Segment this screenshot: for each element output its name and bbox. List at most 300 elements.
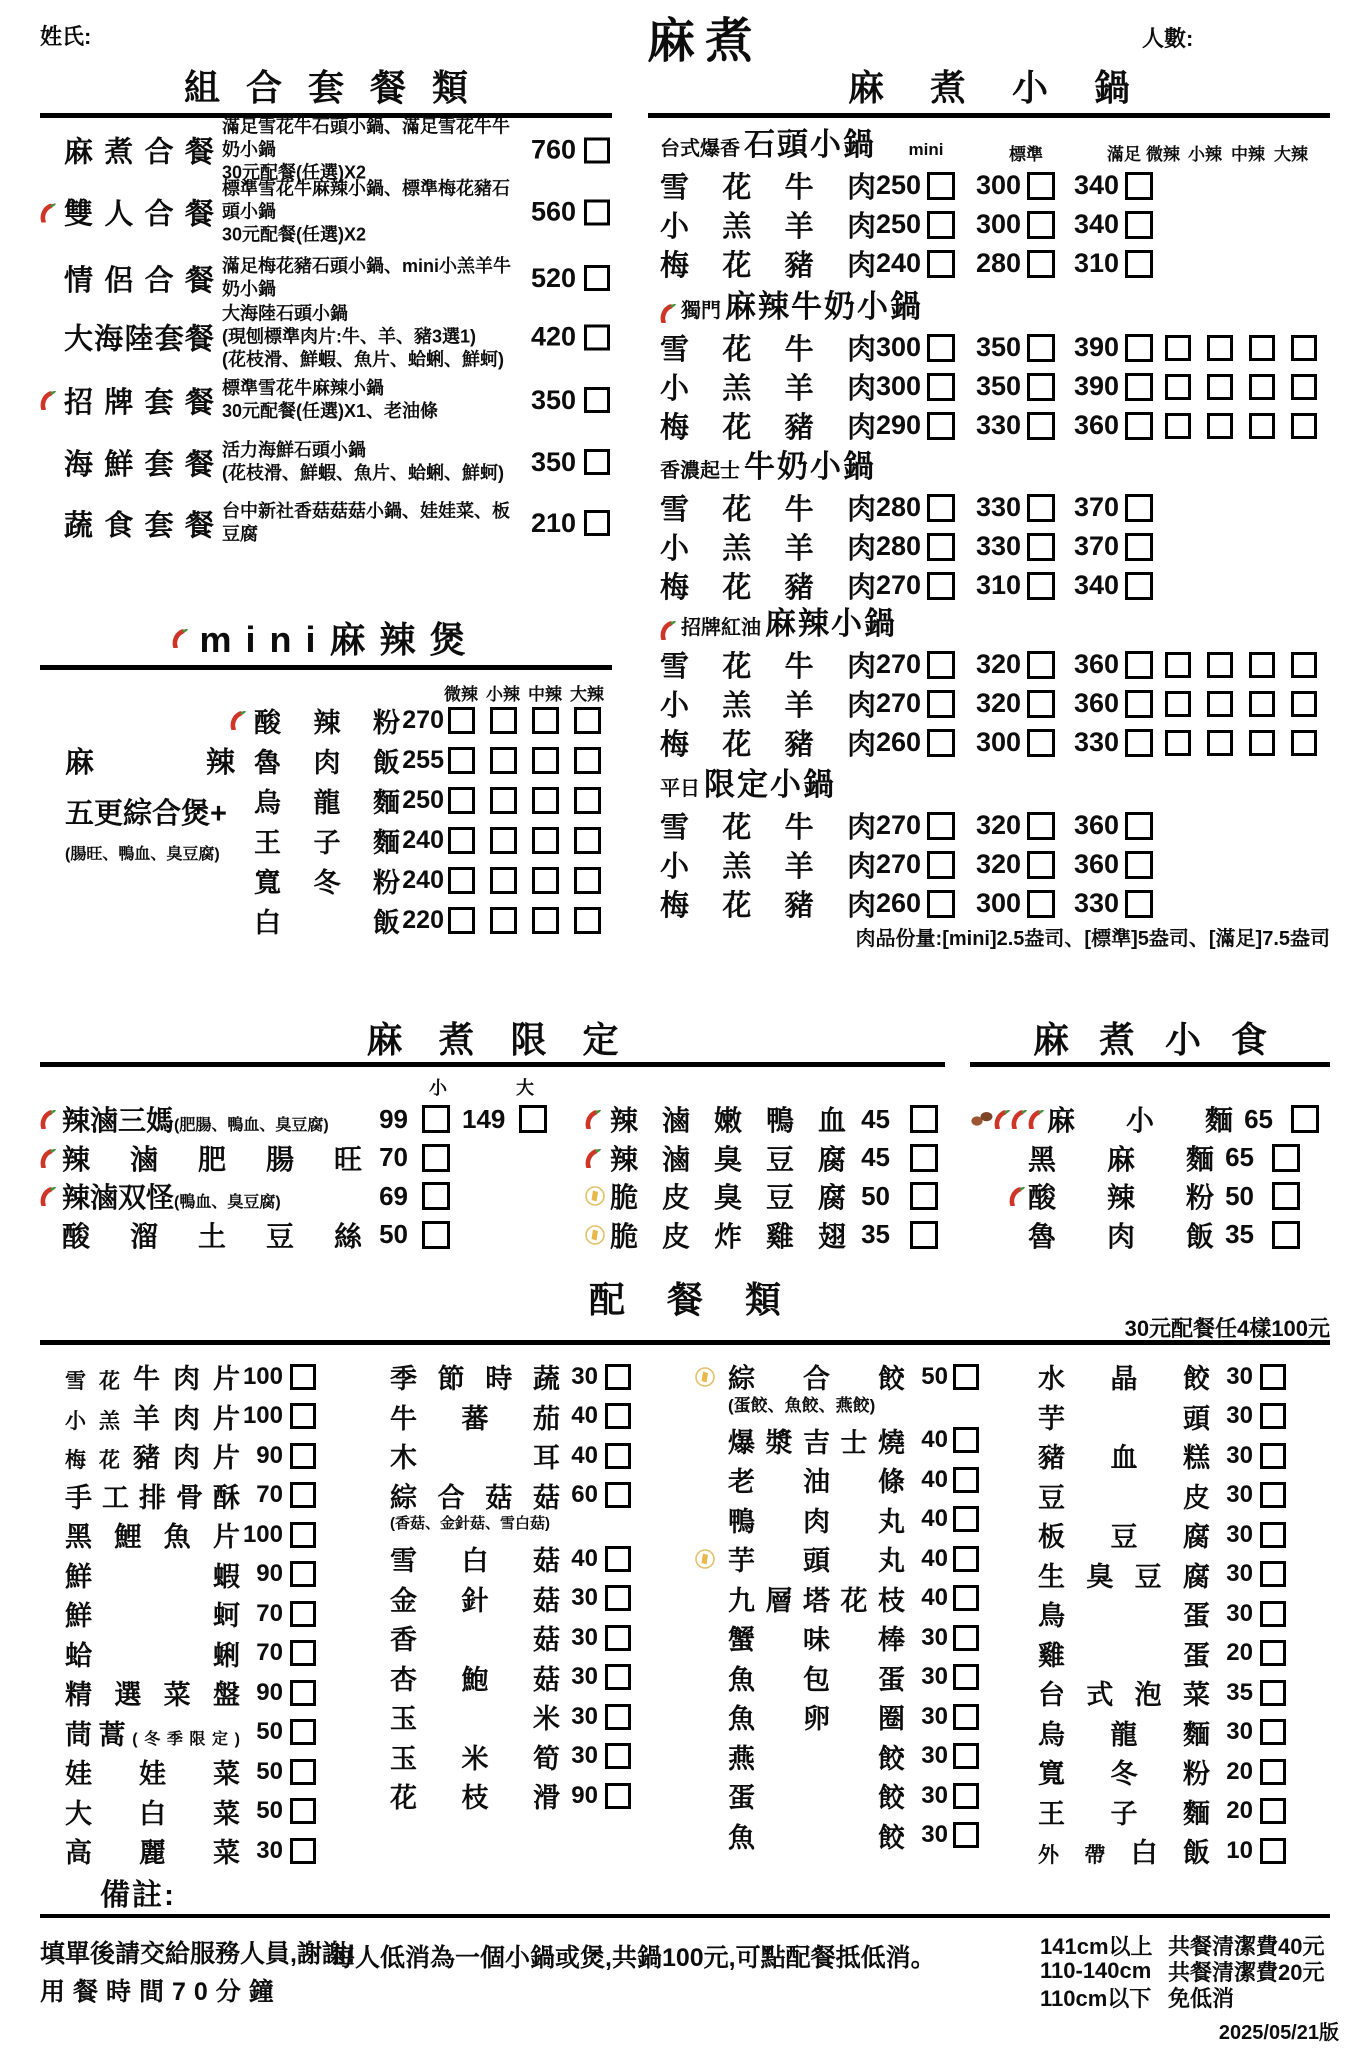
side-checkbox[interactable] [290, 1640, 316, 1666]
hotpot-price-full: 340 [1074, 170, 1120, 200]
hotpot-checkbox-full[interactable] [1125, 494, 1153, 522]
hotpot-checkbox-full[interactable] [1125, 334, 1153, 362]
side-name-segment: 羊肉片 [133, 1403, 240, 1434]
side-name-segment: 水晶餃 [1038, 1364, 1210, 1395]
hotpot-checkbox-mini[interactable] [927, 651, 955, 679]
hotpot-spice-checkbox-1[interactable] [1165, 374, 1191, 400]
side-checkbox[interactable] [1260, 1403, 1286, 1429]
hotpot-checkbox-full[interactable] [1125, 812, 1153, 840]
hotpot-checkbox-mini[interactable] [927, 729, 955, 757]
hotpot-checkbox-standard[interactable] [1027, 494, 1055, 522]
combo-price: 350 [530, 446, 576, 477]
side-item-price: 30 [1226, 1402, 1253, 1430]
hotpot-checkbox-full[interactable] [1125, 729, 1153, 757]
side-item-price: 40 [571, 1402, 598, 1430]
side-item-name [65, 1594, 240, 1633]
hotpot-checkbox-standard[interactable] [1027, 651, 1055, 679]
side-checkbox[interactable] [290, 1759, 316, 1785]
side-checkbox[interactable] [953, 1704, 979, 1730]
mini-pot-label-note: (腸旺、鴨血、臭豆腐) [65, 846, 220, 863]
combo-name: 蔬食套餐 [64, 509, 214, 542]
hotpot-subsection [660, 766, 1330, 923]
hotpot-checkbox-mini[interactable] [927, 533, 955, 561]
side-item-price: 40 [571, 1544, 598, 1572]
hotpot-checkbox-full[interactable] [1125, 533, 1153, 561]
hotpot-checkbox-standard[interactable] [1027, 250, 1055, 278]
hotpot-checkbox-standard[interactable] [1027, 812, 1055, 840]
height-fee-table [1040, 1932, 1340, 2010]
hotpot-checkbox-full[interactable] [1125, 851, 1153, 879]
hotpot-spice-checkbox-2[interactable] [1207, 730, 1233, 756]
hotpot-spice-checkbox-4[interactable] [1291, 730, 1317, 756]
size-header-standard: 標準 [1009, 145, 1043, 164]
mini-pot-label-2: 五更綜合煲+ [65, 798, 227, 830]
combo-checkbox[interactable] [584, 137, 610, 163]
hotpot-spice-checkbox-2[interactable] [1207, 413, 1233, 439]
combo-price: 420 [530, 321, 576, 352]
side-checkbox[interactable] [953, 1506, 979, 1532]
hotpot-checkbox-standard[interactable] [1027, 729, 1055, 757]
limited-checkbox-large[interactable] [519, 1105, 547, 1133]
hotpot-spice-checkbox-2[interactable] [1207, 652, 1233, 678]
side-item-price: 90 [256, 1560, 283, 1588]
hotpot-checkbox-standard[interactable] [1027, 211, 1055, 239]
hotpot-spice-checkbox-1[interactable] [1165, 691, 1191, 717]
hotpot-checkbox-full[interactable] [1125, 172, 1153, 200]
hotpot-checkbox-standard[interactable] [1027, 690, 1055, 718]
chili-icon [172, 628, 189, 648]
hotpot-price-mini: 300 [876, 371, 922, 401]
hotpot-checkbox-standard[interactable] [1027, 373, 1055, 401]
side-checkbox[interactable] [1260, 1759, 1286, 1785]
side-checkbox[interactable] [1260, 1798, 1286, 1824]
limited-section [40, 1012, 945, 1264]
snack-item-price: 65 [1225, 1142, 1254, 1173]
limited-checkbox[interactable] [910, 1144, 938, 1172]
hotpot-spice-checkbox-1[interactable] [1165, 335, 1191, 361]
hotpot-checkbox-full[interactable] [1125, 690, 1153, 718]
snack-item-name: 黑麻麵 [1028, 1143, 1214, 1175]
side-checkbox[interactable] [1260, 1364, 1286, 1390]
mini-spice-checkbox-1[interactable] [448, 707, 475, 734]
side-item-price: 70 [256, 1481, 283, 1509]
hotpot-spice-checkbox-4[interactable] [1291, 652, 1317, 678]
side-checkbox[interactable] [605, 1664, 631, 1690]
divider [40, 1062, 945, 1067]
hotpot-subsection-name: 石頭小鍋 [744, 127, 876, 162]
snack-checkbox[interactable] [1272, 1182, 1300, 1210]
spice-checkbox-group [448, 867, 601, 894]
side-checkbox[interactable] [605, 1625, 631, 1651]
side-checkbox[interactable] [290, 1364, 316, 1390]
mini-spice-checkbox-3[interactable] [532, 867, 559, 894]
hotpot-price-full: 330 [1074, 727, 1120, 757]
side-checkbox[interactable] [605, 1482, 631, 1508]
side-checkbox[interactable] [1260, 1522, 1286, 1548]
side-checkbox[interactable] [1260, 1482, 1286, 1508]
hotpot-item-name: 雪花牛肉 [660, 334, 876, 366]
hotpot-checkbox-mini[interactable] [927, 690, 955, 718]
hotpot-spice-checkbox-2[interactable] [1207, 374, 1233, 400]
hotpot-spice-checkbox-4[interactable] [1291, 691, 1317, 717]
mini-item-name: 白飯 [254, 907, 400, 938]
limited-checkbox[interactable] [910, 1221, 938, 1249]
hotpot-spice-checkbox-3[interactable] [1249, 374, 1275, 400]
side-checkbox[interactable] [953, 1546, 979, 1572]
peanut-and-chilis-icon [970, 1109, 1045, 1129]
side-checkbox[interactable] [605, 1585, 631, 1611]
side-checkbox[interactable] [953, 1625, 979, 1651]
fried-icon [585, 1186, 607, 1206]
side-item [695, 1697, 987, 1737]
side-name-segment: 蛋餃 [728, 1783, 905, 1814]
side-checkbox[interactable] [290, 1601, 316, 1627]
side-checkbox[interactable] [290, 1719, 316, 1745]
side-item-price: 35 [1226, 1678, 1253, 1706]
limited-checkbox[interactable] [910, 1182, 938, 1210]
hotpot-price-standard: 320 [976, 849, 1022, 879]
side-checkbox[interactable] [605, 1704, 631, 1730]
side-item-price: 50 [256, 1718, 283, 1746]
hotpot-spice-checkbox-3[interactable] [1249, 691, 1275, 717]
side-item [695, 1539, 987, 1579]
hotpot-price-full: 310 [1074, 248, 1120, 278]
side-checkbox[interactable] [605, 1743, 631, 1769]
hotpot-checkbox-mini[interactable] [927, 890, 955, 918]
mini-item-name: 酸辣粉 [254, 707, 400, 738]
combo-item [40, 303, 612, 372]
hotpot-checkbox-mini[interactable] [927, 172, 955, 200]
surname-label: 姓氏: [40, 24, 92, 49]
hotpot-price-mini: 280 [876, 492, 922, 522]
mini-spice-checkbox-2[interactable] [490, 787, 517, 814]
side-item-desc: (冬季限定) [132, 1730, 240, 1748]
size-small-label: 小 [429, 1078, 447, 1098]
hotpot-price-mini: 270 [876, 688, 922, 718]
snack-checkbox[interactable] [1272, 1221, 1300, 1249]
side-item-price: 30 [1226, 1481, 1253, 1509]
hotpot-checkbox-full[interactable] [1125, 651, 1153, 679]
hotpot-checkbox-full[interactable] [1125, 572, 1153, 600]
side-checkbox[interactable] [953, 1585, 979, 1611]
hotpot-item-name: 小羔羊肉 [660, 373, 876, 405]
hotpot-checkbox-full[interactable] [1125, 250, 1153, 278]
mini-spice-checkbox-3[interactable] [532, 827, 559, 854]
size-header-mini: mini [908, 140, 944, 159]
mini-spice-checkbox-2[interactable] [490, 747, 517, 774]
spice-checkbox-group [448, 787, 601, 814]
hotpot-price-mini: 270 [876, 849, 922, 879]
side-item-name [390, 1618, 560, 1657]
side-checkbox[interactable] [1260, 1719, 1286, 1745]
mini-spice-checkbox-1[interactable] [448, 867, 475, 894]
hotpot-spice-checkbox-1[interactable] [1165, 730, 1191, 756]
hotpot-spice-checkbox-2[interactable] [1207, 335, 1233, 361]
hotpot-spice-checkbox-3[interactable] [1249, 652, 1275, 678]
chili-icon [40, 1186, 62, 1206]
side-checkbox[interactable] [1260, 1680, 1286, 1706]
combo-description [214, 178, 524, 247]
combo-name: 海鮮套餐 [64, 448, 214, 481]
side-item-price: 20 [1226, 1639, 1253, 1667]
mini-pot-item [40, 780, 612, 820]
hotpot-price-standard: 330 [976, 410, 1022, 440]
combo-checkbox[interactable] [584, 510, 610, 536]
hotpot-price-mini: 260 [876, 888, 922, 918]
side-checkbox[interactable] [290, 1561, 316, 1587]
mini-spice-checkbox-2[interactable] [490, 907, 517, 934]
hotpot-spice-checkbox-2[interactable] [1207, 691, 1233, 717]
side-checkbox[interactable] [1260, 1561, 1286, 1587]
side-item-name [728, 1579, 905, 1618]
side-checkbox[interactable] [953, 1783, 979, 1809]
limited-checkbox-small[interactable] [422, 1182, 450, 1210]
hotpot-item-row [660, 884, 1330, 923]
portion-note: 肉品份量:[mini]2.5盎司、[標準]5盎司、[滿足]7.5盎司 [855, 928, 1330, 950]
hotpot-spice-checkbox-4[interactable] [1291, 374, 1317, 400]
side-item-price: 30 [256, 1836, 283, 1864]
side-checkbox[interactable] [290, 1403, 316, 1429]
side-name-segment: 老油條 [728, 1467, 905, 1498]
mini-spice-checkbox-3[interactable] [532, 787, 559, 814]
hotpot-checkbox-full[interactable] [1125, 211, 1153, 239]
hotpot-checkbox-standard[interactable] [1027, 172, 1055, 200]
side-item-price: 40 [921, 1505, 948, 1533]
mini-spice-checkbox-4[interactable] [574, 827, 601, 854]
combo-checkbox[interactable] [584, 449, 610, 475]
side-name-segment: 牛蕃茄 [390, 1403, 560, 1434]
side-item-name [390, 1539, 560, 1578]
hotpot-checkbox-mini[interactable] [927, 373, 955, 401]
snack-checkbox[interactable] [1291, 1105, 1319, 1133]
side-checkbox[interactable] [953, 1364, 979, 1390]
mini-spice-checkbox-1[interactable] [448, 907, 475, 934]
side-checkbox[interactable] [290, 1482, 316, 1508]
side-item-price: 30 [571, 1362, 598, 1390]
side-checkbox[interactable] [290, 1443, 316, 1469]
hotpot-price-full: 360 [1074, 810, 1120, 840]
side-item-name [390, 1776, 560, 1815]
side-checkbox[interactable] [1260, 1443, 1286, 1469]
combo-checkbox[interactable] [584, 324, 610, 350]
side-item [65, 1792, 350, 1832]
hotpot-checkbox-standard[interactable] [1027, 890, 1055, 918]
side-checkbox[interactable] [953, 1427, 979, 1453]
hotpot-checkbox-full[interactable] [1125, 373, 1153, 401]
hotpot-subsection [660, 126, 1330, 283]
hotpot-item-name: 梅花豬肉 [660, 572, 876, 604]
side-checkbox[interactable] [605, 1403, 631, 1429]
limited-checkbox[interactable] [910, 1105, 938, 1133]
combo-checkbox[interactable] [584, 199, 610, 225]
snack-checkbox[interactable] [1272, 1144, 1300, 1172]
combo-checkbox[interactable] [584, 265, 610, 291]
spice-checkbox-group [448, 747, 601, 774]
side-item-price: 30 [571, 1584, 598, 1612]
fee-amount: 共餐清潔費20元 [1168, 1959, 1325, 1985]
side-item-name [65, 1792, 240, 1831]
combo-description-line: 台中新社香菇菇菇小鍋、娃娃菜、板豆腐 [222, 501, 510, 544]
hotpot-checkbox-standard[interactable] [1027, 334, 1055, 362]
side-checkbox[interactable] [953, 1822, 979, 1848]
side-checkbox[interactable] [605, 1783, 631, 1809]
hotpot-spice-checkbox-1[interactable] [1165, 413, 1191, 439]
limited-item-name: 辣滷嫩鴨血 [610, 1105, 846, 1137]
mini-spice-checkbox-4[interactable] [574, 747, 601, 774]
side-item [695, 1421, 987, 1461]
mini-pot-title [40, 612, 612, 663]
hotpot-subsection-prefix: 招牌紅油 [681, 617, 761, 639]
hotpot-checkbox-mini[interactable] [927, 334, 955, 362]
hotpot-subsection-prefix: 獨門 [681, 300, 721, 322]
snack-item-price: 35 [1225, 1219, 1254, 1250]
side-item-price: 30 [1226, 1441, 1253, 1469]
side-checkbox[interactable] [290, 1522, 316, 1548]
side-item [390, 1618, 650, 1658]
side-name-segment: 雞蛋 [1038, 1640, 1210, 1671]
side-item-price: 30 [571, 1623, 598, 1651]
limited-checkbox-small[interactable] [422, 1105, 450, 1133]
hotpot-checkbox-mini[interactable] [927, 250, 955, 278]
hotpot-checkbox-mini[interactable] [927, 211, 955, 239]
hotpot-spice-checkbox-3[interactable] [1249, 413, 1275, 439]
side-name-segment: 牛肉片 [133, 1364, 240, 1395]
mini-item-name: 寬冬粉 [254, 867, 400, 898]
height-fee-row [1040, 1984, 1340, 2010]
hotpot-spice-checkbox-3[interactable] [1249, 730, 1275, 756]
limited-item-label [62, 1176, 362, 1216]
mini-spice-checkbox-1[interactable] [448, 747, 475, 774]
limited-item-label [62, 1215, 362, 1255]
hotpot-subsection-prefix: 香濃起士 [660, 460, 740, 482]
side-item-price: 30 [571, 1742, 598, 1770]
hotpot-checkbox-mini[interactable] [927, 851, 955, 879]
side-checkbox[interactable] [1260, 1838, 1286, 1864]
hotpot-checkbox-full[interactable] [1125, 890, 1153, 918]
mini-spice-checkbox-1[interactable] [448, 787, 475, 814]
combo-checkbox[interactable] [584, 387, 610, 413]
hotpot-checkbox-standard[interactable] [1027, 412, 1055, 440]
side-item-price: 40 [921, 1465, 948, 1493]
side-item-price: 30 [1226, 1560, 1253, 1588]
side-checkbox[interactable] [605, 1364, 631, 1390]
mini-spice-checkbox-3[interactable] [532, 747, 559, 774]
hotpot-checkbox-mini[interactable] [927, 812, 955, 840]
hotpot-checkbox-standard[interactable] [1027, 533, 1055, 561]
snack-item [970, 1216, 1330, 1255]
mini-spice-checkbox-2[interactable] [490, 867, 517, 894]
hotpot-price-full: 330 [1074, 888, 1120, 918]
combo-item [40, 255, 612, 301]
hotpot-price-mini: 250 [876, 170, 922, 200]
side-checkbox[interactable] [1260, 1601, 1286, 1627]
mini-spice-checkbox-4[interactable] [574, 707, 601, 734]
side-checkbox[interactable] [605, 1546, 631, 1572]
hotpot-checkbox-mini[interactable] [927, 412, 955, 440]
side-name-segment: 豬肉片 [133, 1443, 240, 1474]
limited-item [40, 1216, 570, 1255]
hotpot-price-standard: 300 [976, 170, 1022, 200]
side-item [65, 1831, 350, 1871]
side-item-name [1038, 1673, 1210, 1712]
side-name-segment: 雪白菇 [390, 1546, 560, 1577]
limited-item-price: 50 [861, 1180, 890, 1211]
mini-spice-checkbox-3[interactable] [532, 907, 559, 934]
side-checkbox[interactable] [605, 1443, 631, 1469]
side-checkbox[interactable] [290, 1798, 316, 1824]
hotpot-price-mini: 240 [876, 248, 922, 278]
side-name-segment: 杏鮑菇 [390, 1664, 560, 1695]
hotpot-item-name: 梅花豬肉 [660, 250, 876, 282]
mini-spice-checkbox-2[interactable] [490, 707, 517, 734]
side-checkbox[interactable] [953, 1743, 979, 1769]
mini-spice-checkbox-4[interactable] [574, 867, 601, 894]
side-name-segment: 精選菜盤 [65, 1680, 240, 1711]
combo-description-line: 活力海鮮石頭小鍋 [222, 440, 366, 460]
hotpot-checkbox-full[interactable] [1125, 412, 1153, 440]
mini-spice-checkbox-4[interactable] [574, 787, 601, 814]
combo-item [40, 178, 612, 247]
combo-item [40, 439, 612, 485]
limited-checkbox-small[interactable] [422, 1144, 450, 1172]
hotpot-spice-checkbox-1[interactable] [1165, 652, 1191, 678]
mini-spice-checkbox-4[interactable] [574, 907, 601, 934]
side-checkbox[interactable] [1260, 1640, 1286, 1666]
side-name-segment: 魚餃 [728, 1822, 905, 1853]
side-checkbox[interactable] [953, 1664, 979, 1690]
side-name-segment: 芋頭 [1038, 1403, 1210, 1434]
side-checkbox[interactable] [290, 1680, 316, 1706]
hotpot-spice-checkbox-4[interactable] [1291, 335, 1317, 361]
combo-name: 情侶合餐 [64, 264, 214, 297]
hotpot-spice-checkbox-3[interactable] [1249, 335, 1275, 361]
side-name-segment: 雪花 [65, 1370, 133, 1394]
spice-checkbox-group [1165, 691, 1317, 717]
fried-icon [695, 1367, 720, 1387]
side-item-name [728, 1539, 905, 1578]
hotpot-price-standard: 310 [976, 570, 1022, 600]
side-item [65, 1634, 350, 1674]
hotpot-spice-checkbox-4[interactable] [1291, 413, 1317, 439]
hotpot-checkbox-standard[interactable] [1027, 572, 1055, 600]
height-fee-row [1040, 1958, 1340, 1984]
side-item-name [728, 1697, 905, 1736]
side-item-price: 30 [921, 1663, 948, 1691]
limited-item-desc: (肥腸、鴨血、臭豆腐) [174, 1117, 329, 1135]
side-item-name [65, 1831, 240, 1870]
limited-item-name: 脆皮臭豆腐 [610, 1182, 846, 1214]
footer-minimum-charge-note: 每人低消為一個小鍋或煲,共鍋100元,可點配餐抵低消。 [330, 1944, 936, 1972]
hotpot-price-mini: 280 [876, 531, 922, 561]
hotpot-checkbox-standard[interactable] [1027, 851, 1055, 879]
side-item [1038, 1397, 1293, 1437]
mini-spice-checkbox-1[interactable] [448, 827, 475, 854]
snacks-list [970, 1100, 1330, 1254]
hotpot-checkbox-mini[interactable] [927, 572, 955, 600]
side-checkbox[interactable] [290, 1838, 316, 1864]
mini-spice-checkbox-3[interactable] [532, 707, 559, 734]
limited-checkbox-small[interactable] [422, 1221, 450, 1249]
hotpot-item-name: 雪花牛肉 [660, 172, 876, 204]
side-name-segment: 金針菇 [390, 1585, 560, 1616]
limited-item-price: 35 [861, 1219, 890, 1250]
mini-spice-checkbox-2[interactable] [490, 827, 517, 854]
side-checkbox[interactable] [953, 1467, 979, 1493]
hotpot-checkbox-mini[interactable] [927, 494, 955, 522]
side-item-name [1038, 1831, 1210, 1870]
combo-name: 大海陸套餐 [64, 323, 214, 356]
combo-name: 招牌套餐 [64, 386, 214, 419]
